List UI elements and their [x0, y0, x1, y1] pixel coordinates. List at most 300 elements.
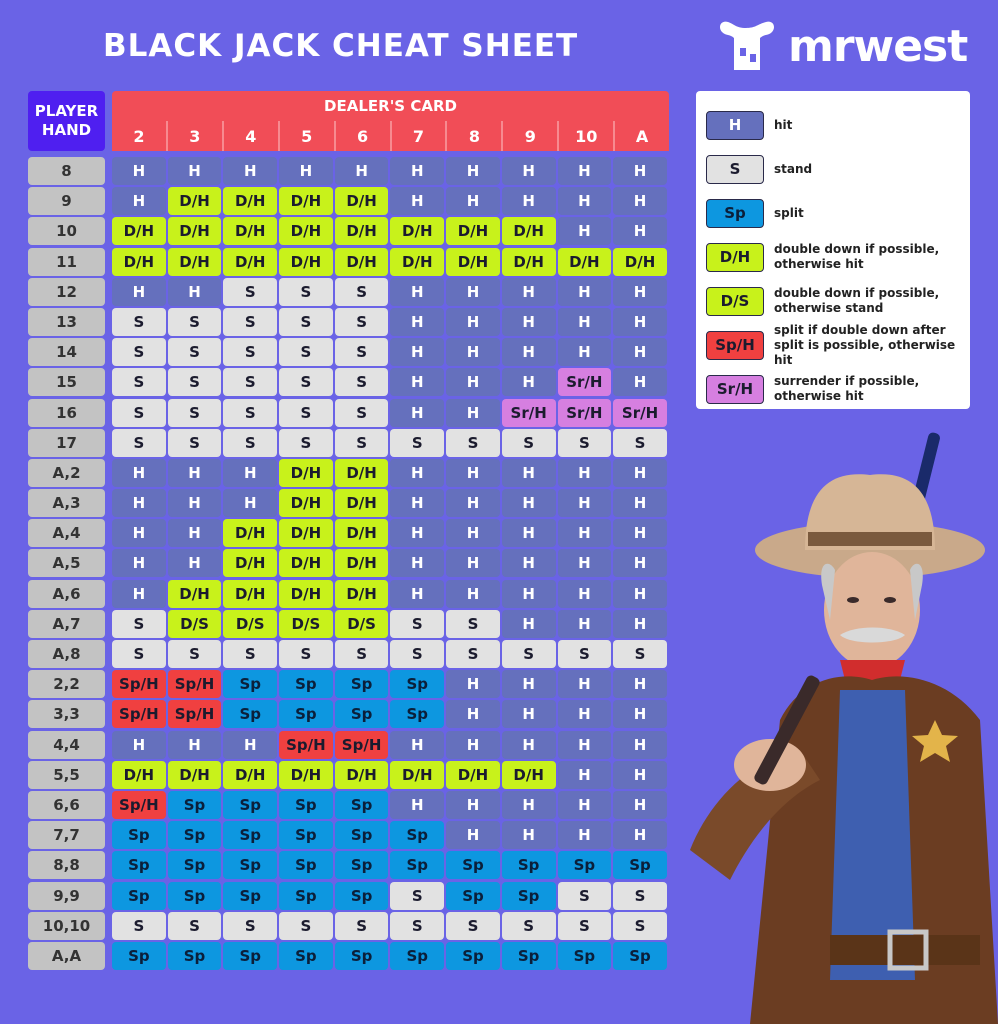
- strategy-cell: S: [223, 368, 277, 396]
- strategy-cell: Sp: [335, 942, 389, 970]
- strategy-cell: H: [613, 761, 667, 789]
- strategy-cell: D/S: [168, 610, 222, 638]
- table-row: [28, 278, 669, 306]
- strategy-cell: D/H: [335, 580, 389, 608]
- strategy-cell: H: [558, 338, 612, 366]
- player-hand-label: 3,3: [28, 700, 105, 728]
- strategy-cell: D/H: [390, 248, 444, 276]
- strategy-cell: S: [112, 368, 166, 396]
- strategy-cell: H: [112, 731, 166, 759]
- strategy-cell: S: [279, 640, 333, 668]
- strategy-cell: S: [223, 399, 277, 427]
- strategy-cell: H: [613, 821, 667, 849]
- strategy-cell: D/H: [279, 761, 333, 789]
- strategy-cell: H: [446, 700, 500, 728]
- player-hand-label: A,7: [28, 610, 105, 638]
- strategy-cell: H: [390, 278, 444, 306]
- strategy-cell: H: [613, 157, 667, 185]
- strategy-cell: S: [168, 912, 222, 940]
- player-hand-label: 17: [28, 429, 105, 457]
- legend-description: double down if possible, otherwise hit: [774, 242, 940, 271]
- strategy-cell: Sp: [390, 670, 444, 698]
- strategy-cell: Sp: [390, 700, 444, 728]
- strategy-cell: H: [112, 187, 166, 215]
- strategy-cell: S: [223, 640, 277, 668]
- strategy-cell: D/H: [279, 248, 333, 276]
- strategy-cell: H: [446, 187, 500, 215]
- strategy-cell: D/H: [112, 217, 166, 245]
- strategy-cell: S: [335, 278, 389, 306]
- strategy-cell: Sp: [279, 942, 333, 970]
- strategy-cell: D/H: [613, 248, 667, 276]
- dealer-card-7: 7: [390, 121, 446, 151]
- strategy-cell: D/H: [390, 761, 444, 789]
- strategy-cell: D/H: [223, 761, 277, 789]
- strategy-cell: H: [613, 459, 667, 487]
- legend-description: hit: [774, 117, 793, 132]
- strategy-cell: H: [390, 187, 444, 215]
- dealer-card-2: 2: [112, 121, 166, 151]
- strategy-cell: Sp/H: [112, 700, 166, 728]
- strategy-cell: Sp: [168, 821, 222, 849]
- strategy-cell: H: [446, 308, 500, 336]
- strategy-cell: H: [112, 157, 166, 185]
- strategy-cell: Sp: [112, 821, 166, 849]
- dealer-card-9: 9: [501, 121, 557, 151]
- strategy-cell: H: [558, 821, 612, 849]
- strategy-cell: H: [502, 368, 556, 396]
- strategy-cell: D/H: [168, 580, 222, 608]
- strategy-cell: D/H: [335, 549, 389, 577]
- strategy-cell: H: [390, 157, 444, 185]
- strategy-cell: H: [558, 278, 612, 306]
- table-row: [28, 821, 669, 849]
- strategy-cell: H: [613, 700, 667, 728]
- strategy-cell: Sr/H: [558, 368, 612, 396]
- strategy-cell: Sp: [279, 851, 333, 879]
- strategy-cell: S: [223, 308, 277, 336]
- strategy-cell: Sp: [223, 670, 277, 698]
- strategy-cell: Sp: [502, 882, 556, 910]
- dealer-card-5: 5: [278, 121, 334, 151]
- dealer-card-6: 6: [334, 121, 390, 151]
- legend-panel: [696, 91, 970, 409]
- strategy-cell: D/H: [112, 761, 166, 789]
- strategy-cell: Sp: [279, 882, 333, 910]
- strategy-cell: Sp: [446, 942, 500, 970]
- strategy-cell: H: [446, 459, 500, 487]
- strategy-cell: H: [558, 489, 612, 517]
- legend-description: surrender if possible, otherwise hit: [774, 374, 920, 403]
- strategy-cell: D/H: [168, 217, 222, 245]
- player-hand-label: 5,5: [28, 761, 105, 789]
- strategy-cell: S: [446, 610, 500, 638]
- strategy-cell: D/H: [558, 248, 612, 276]
- strategy-cell: D/H: [335, 187, 389, 215]
- strategy-cell: H: [502, 519, 556, 547]
- legend-description: stand: [774, 161, 813, 176]
- legend-swatch: H: [706, 111, 764, 140]
- strategy-cell: S: [502, 640, 556, 668]
- strategy-cell: S: [502, 912, 556, 940]
- strategy-cell: H: [502, 580, 556, 608]
- table-row: [28, 610, 669, 638]
- strategy-cell: Sr/H: [558, 399, 612, 427]
- player-hand-label: 9: [28, 187, 105, 215]
- strategy-cell: S: [613, 882, 667, 910]
- player-hand-label: 16: [28, 399, 105, 427]
- strategy-cell: H: [558, 580, 612, 608]
- table-row: [28, 912, 669, 940]
- strategy-cell: D/H: [223, 580, 277, 608]
- table-row: [28, 248, 669, 276]
- strategy-cell: S: [223, 278, 277, 306]
- strategy-cell: H: [446, 731, 500, 759]
- strategy-cell: H: [390, 580, 444, 608]
- strategy-cell: S: [168, 368, 222, 396]
- strategy-cell: H: [502, 459, 556, 487]
- strategy-cell: D/H: [279, 580, 333, 608]
- strategy-cell: Sp: [223, 851, 277, 879]
- strategy-cell: H: [613, 549, 667, 577]
- strategy-cell: D/H: [223, 519, 277, 547]
- strategy-cell: H: [168, 489, 222, 517]
- strategy-cell: S: [223, 338, 277, 366]
- strategy-cell: H: [168, 731, 222, 759]
- strategy-cell: H: [446, 368, 500, 396]
- table-row: [28, 338, 669, 366]
- strategy-cell: H: [446, 278, 500, 306]
- strategy-cell: H: [502, 187, 556, 215]
- strategy-cell: Sp: [168, 851, 222, 879]
- cowboy-hat-logo-icon: [716, 18, 778, 74]
- strategy-cell: S: [390, 429, 444, 457]
- strategy-cell: Sp: [112, 942, 166, 970]
- strategy-cell: Sr/H: [502, 399, 556, 427]
- strategy-cell: H: [168, 278, 222, 306]
- player-hand-label: A,6: [28, 580, 105, 608]
- table-row: [28, 731, 669, 759]
- strategy-cell: H: [112, 549, 166, 577]
- player-hand-label: 13: [28, 308, 105, 336]
- strategy-cell: D/H: [335, 248, 389, 276]
- legend-item: [706, 323, 960, 367]
- strategy-cell: Sp/H: [335, 731, 389, 759]
- table-row: [28, 640, 669, 668]
- player-hand-label: 9,9: [28, 882, 105, 910]
- table-row: [28, 882, 669, 910]
- strategy-cell: H: [390, 368, 444, 396]
- strategy-cell: S: [168, 429, 222, 457]
- strategy-cell: S: [279, 308, 333, 336]
- table-row: [28, 429, 669, 457]
- strategy-cell: H: [613, 580, 667, 608]
- strategy-cell: S: [279, 338, 333, 366]
- strategy-cell: H: [390, 731, 444, 759]
- strategy-cell: D/H: [335, 217, 389, 245]
- strategy-cell: H: [613, 278, 667, 306]
- strategy-cell: S: [558, 429, 612, 457]
- strategy-cell: H: [223, 489, 277, 517]
- table-row: [28, 157, 669, 185]
- strategy-cell: D/S: [223, 610, 277, 638]
- player-header-line1: PLAYER: [34, 102, 99, 120]
- table-row: [28, 942, 669, 970]
- strategy-cell: Sp: [335, 821, 389, 849]
- strategy-cell: Sr/H: [613, 399, 667, 427]
- strategy-cell: D/H: [223, 187, 277, 215]
- strategy-cell: S: [446, 912, 500, 940]
- strategy-cell: H: [502, 670, 556, 698]
- strategy-cell: D/H: [335, 761, 389, 789]
- strategy-cell: S: [558, 882, 612, 910]
- table-row: [28, 791, 669, 819]
- strategy-cell: S: [613, 429, 667, 457]
- strategy-cell: H: [446, 580, 500, 608]
- strategy-cell: D/H: [390, 217, 444, 245]
- player-hand-label: 8: [28, 157, 105, 185]
- strategy-cell: H: [112, 459, 166, 487]
- strategy-cell: Sp: [279, 670, 333, 698]
- dealer-card-10: 10: [557, 121, 613, 151]
- strategy-cell: Sp: [502, 851, 556, 879]
- strategy-cell: Sp: [335, 851, 389, 879]
- strategy-cell: H: [613, 519, 667, 547]
- strategy-cell: H: [112, 278, 166, 306]
- strategy-cell: S: [279, 429, 333, 457]
- player-hand-label: A,5: [28, 549, 105, 577]
- strategy-cell: H: [390, 308, 444, 336]
- player-hand-label: A,2: [28, 459, 105, 487]
- strategy-cell: H: [613, 731, 667, 759]
- table-row: [28, 851, 669, 879]
- strategy-cell: S: [335, 308, 389, 336]
- strategy-cell: D/H: [446, 761, 500, 789]
- strategy-cell: Sp: [390, 821, 444, 849]
- table-row: [28, 489, 669, 517]
- strategy-cell: Sp: [335, 791, 389, 819]
- strategy-cell: D/H: [223, 217, 277, 245]
- strategy-cell: H: [558, 459, 612, 487]
- strategy-cell: H: [558, 700, 612, 728]
- strategy-cell: Sp: [558, 851, 612, 879]
- strategy-cell: Sp: [279, 791, 333, 819]
- strategy-cell: H: [613, 308, 667, 336]
- dealer-card-a: A: [613, 121, 669, 151]
- legend-item: [706, 103, 960, 147]
- strategy-cell: Sp: [168, 882, 222, 910]
- strategy-cell: D/H: [446, 217, 500, 245]
- strategy-cell: S: [112, 429, 166, 457]
- strategy-cell: H: [446, 549, 500, 577]
- strategy-cell: Sp: [446, 851, 500, 879]
- strategy-cell: S: [335, 429, 389, 457]
- strategy-cell: S: [390, 610, 444, 638]
- strategy-cell: Sp: [223, 700, 277, 728]
- brand-logo: [716, 18, 967, 74]
- legend-description: split: [774, 205, 804, 220]
- table-row: [28, 580, 669, 608]
- legend-swatch: D/S: [706, 287, 764, 316]
- strategy-cell: D/H: [279, 217, 333, 245]
- player-hand-label: A,8: [28, 640, 105, 668]
- player-hand-label: 6,6: [28, 791, 105, 819]
- strategy-cell: S: [112, 640, 166, 668]
- strategy-cell: S: [279, 278, 333, 306]
- strategy-cell: H: [390, 338, 444, 366]
- strategy-cell: H: [613, 670, 667, 698]
- strategy-cell: D/S: [335, 610, 389, 638]
- strategy-cell: D/H: [168, 248, 222, 276]
- strategy-cell: S: [223, 912, 277, 940]
- legend-item: [706, 147, 960, 191]
- table-row: [28, 187, 669, 215]
- strategy-cell: H: [502, 338, 556, 366]
- strategy-cell: H: [446, 670, 500, 698]
- strategy-cell: H: [390, 489, 444, 517]
- strategy-cell: D/H: [446, 248, 500, 276]
- strategy-cell: H: [613, 610, 667, 638]
- strategy-cell: H: [168, 459, 222, 487]
- player-hand-label: A,3: [28, 489, 105, 517]
- dealer-card-header: DEALER'S CARD: [112, 91, 669, 121]
- strategy-cell: H: [390, 459, 444, 487]
- strategy-cell: H: [613, 791, 667, 819]
- strategy-cell: Sp: [613, 851, 667, 879]
- strategy-cell: Sp: [335, 670, 389, 698]
- strategy-cell: D/H: [168, 761, 222, 789]
- strategy-cell: H: [446, 821, 500, 849]
- strategy-cell: H: [558, 217, 612, 245]
- player-hand-label: A,A: [28, 942, 105, 970]
- strategy-cell: H: [223, 731, 277, 759]
- strategy-cell: S: [446, 429, 500, 457]
- strategy-cell: Sp: [390, 942, 444, 970]
- strategy-cell: H: [446, 791, 500, 819]
- strategy-cell: S: [558, 640, 612, 668]
- strategy-cell: D/H: [223, 549, 277, 577]
- legend-swatch: Sr/H: [706, 375, 764, 404]
- strategy-cell: H: [502, 610, 556, 638]
- strategy-cell: H: [446, 519, 500, 547]
- strategy-cell: Sp: [502, 942, 556, 970]
- strategy-cell: D/H: [335, 459, 389, 487]
- legend-swatch: Sp/H: [706, 331, 764, 360]
- strategy-cell: Sp: [335, 700, 389, 728]
- strategy-cell: Sp: [168, 791, 222, 819]
- strategy-cell: S: [168, 308, 222, 336]
- strategy-cell: Sp: [112, 851, 166, 879]
- strategy-cell: S: [335, 368, 389, 396]
- strategy-cell: H: [279, 157, 333, 185]
- strategy-cell: S: [168, 338, 222, 366]
- legend-description: double down if possible, otherwise stand: [774, 286, 940, 315]
- player-hand-label: 7,7: [28, 821, 105, 849]
- strategy-cell: S: [112, 338, 166, 366]
- strategy-cell: S: [279, 912, 333, 940]
- strategy-cell: H: [223, 157, 277, 185]
- strategy-cell: H: [502, 791, 556, 819]
- strategy-cell: S: [112, 399, 166, 427]
- strategy-cell: Sp: [223, 791, 277, 819]
- strategy-cell: Sp: [335, 882, 389, 910]
- legend-swatch: D/H: [706, 243, 764, 272]
- strategy-cell: H: [613, 368, 667, 396]
- strategy-cell: H: [502, 278, 556, 306]
- page-title: BLACK JACK CHEAT SHEET: [103, 28, 579, 64]
- strategy-table: [28, 157, 669, 972]
- strategy-cell: H: [558, 761, 612, 789]
- strategy-cell: Sp: [223, 942, 277, 970]
- strategy-cell: H: [112, 489, 166, 517]
- strategy-cell: S: [279, 368, 333, 396]
- strategy-cell: S: [335, 399, 389, 427]
- strategy-cell: H: [335, 157, 389, 185]
- strategy-cell: Sp: [613, 942, 667, 970]
- strategy-cell: S: [613, 912, 667, 940]
- strategy-cell: H: [168, 157, 222, 185]
- strategy-cell: H: [390, 549, 444, 577]
- strategy-cell: H: [446, 399, 500, 427]
- player-hand-label: 14: [28, 338, 105, 366]
- strategy-cell: H: [558, 157, 612, 185]
- strategy-cell: S: [223, 429, 277, 457]
- legend-item: [706, 235, 960, 279]
- strategy-cell: S: [168, 399, 222, 427]
- table-row: [28, 399, 669, 427]
- dealer-card-3: 3: [166, 121, 222, 151]
- strategy-cell: Sp/H: [112, 791, 166, 819]
- strategy-cell: D/H: [279, 519, 333, 547]
- strategy-cell: H: [558, 791, 612, 819]
- player-hand-label: 8,8: [28, 851, 105, 879]
- table-row: [28, 459, 669, 487]
- strategy-cell: H: [558, 670, 612, 698]
- table-row: [28, 217, 669, 245]
- strategy-cell: H: [613, 187, 667, 215]
- table-row: [28, 368, 669, 396]
- strategy-cell: H: [502, 157, 556, 185]
- strategy-cell: H: [502, 549, 556, 577]
- strategy-cell: Sp: [168, 942, 222, 970]
- strategy-cell: D/H: [335, 489, 389, 517]
- table-row: [28, 308, 669, 336]
- strategy-cell: H: [168, 549, 222, 577]
- strategy-cell: S: [335, 338, 389, 366]
- strategy-cell: H: [558, 731, 612, 759]
- player-hand-label: 2,2: [28, 670, 105, 698]
- strategy-cell: H: [558, 308, 612, 336]
- strategy-cell: S: [558, 912, 612, 940]
- cowboy-illustration: [690, 420, 998, 1024]
- strategy-cell: D/S: [279, 610, 333, 638]
- player-hand-label: A,4: [28, 519, 105, 547]
- strategy-cell: D/H: [279, 549, 333, 577]
- strategy-cell: H: [502, 700, 556, 728]
- strategy-cell: H: [558, 519, 612, 547]
- legend-item: [706, 191, 960, 235]
- strategy-cell: S: [112, 308, 166, 336]
- strategy-cell: S: [390, 640, 444, 668]
- brand-name: mrwest: [788, 20, 968, 72]
- strategy-cell: S: [446, 640, 500, 668]
- strategy-cell: H: [112, 519, 166, 547]
- strategy-cell: S: [168, 640, 222, 668]
- strategy-cell: H: [502, 821, 556, 849]
- strategy-cell: H: [390, 399, 444, 427]
- strategy-cell: H: [168, 519, 222, 547]
- strategy-cell: D/H: [279, 489, 333, 517]
